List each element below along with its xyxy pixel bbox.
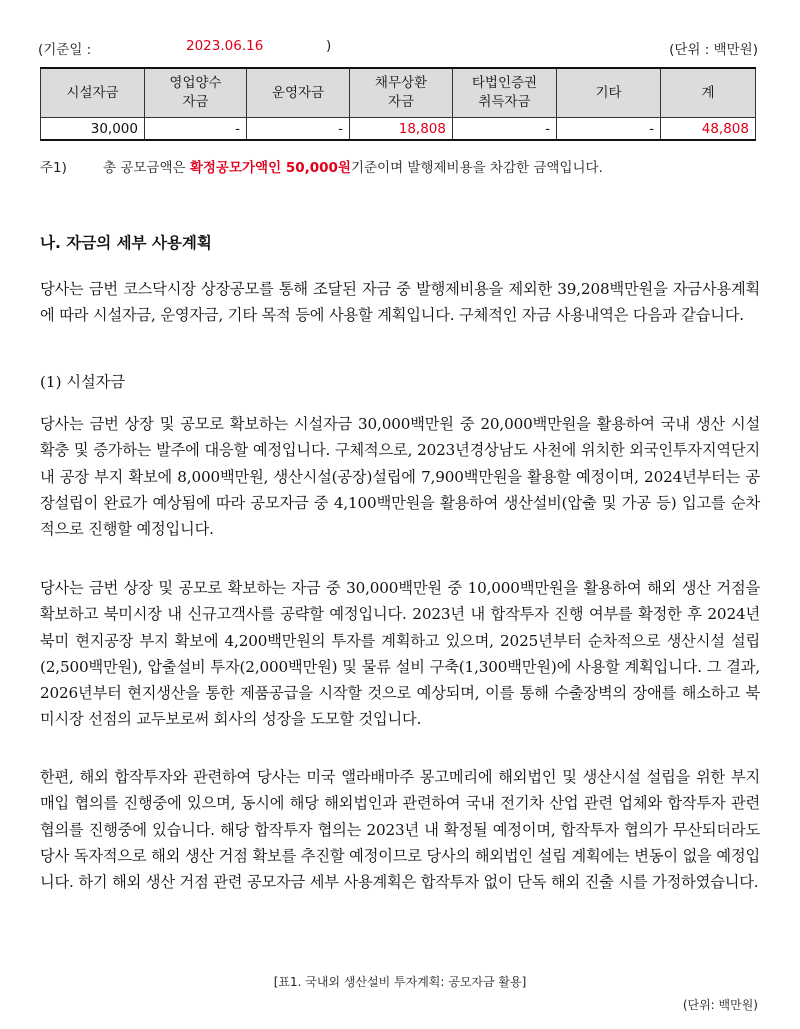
base-date-label: (기준일 : — [38, 42, 92, 58]
col-header-debt-repayment-text: 채무상환 자금 — [374, 75, 428, 110]
table-header — [41, 68, 756, 118]
cell-total: 48,808 — [661, 118, 756, 141]
table-header-row — [38, 38, 760, 58]
paragraph-domestic: 당사는 금번 상장 및 공모로 확보하는 시설자금 30,000백만원 중 20,000백만원을 활용하여 국내 생산 시설 확충 및 증가하는 발주에 대응할 예정입니다. 구체적으로, 2023년경상남도 사천에 위치한 외국인투자지역단지 내 공장 부지 확보에 8,000백만원, 생산시설(공장)설립에 7,900백만원을 활용할 예정이며, 2024년부터는 공장설립이 완료가 예상됨에 따라 공모자금 중 4,100백만원을 활용하여 생산설비(압출 및 가공 등) 입고를 순차적으로 진행할 예정입니다. — [40, 415, 760, 539]
paragraph-overseas: 당사는 금번 상장 및 공모로 확보하는 자금 중 30,000백만원 중 10,000백만원을 활용하여 해외 생산 거점을 확보하고 북미시장 내 신규고객사를 공략할 예정입니다. 2023년 내 합작투자 진행 여부를 확정한 후 2024년 북미 현지공장 부지 확보에 4,200백만원의 투자를 계획하고 있으며, 2025년부터 순차적으로 생산시설 설립(2,500백만원), 압출설비 투자(2,000백만원) 및 물류 설비 구축(1,300백만원)에 사용할 계획입니다. 그 결과, 2026년부터 현지생산을 통한 제품공급을 시작할 것으로 예상되며, 이를 통해 수출장벽의 장애를 해소하고 북미시장 선점의 교두보로써 회사의 성장을 도모할 것입니다. — [40, 579, 760, 729]
footnote-text-after: 기준이며 발행제비용을 차감한 금액입니다. — [350, 160, 603, 176]
cell-other: - — [557, 118, 661, 141]
unit-label-bottom: (단위: 백만원) — [682, 998, 758, 1012]
fund-usage-table — [40, 67, 756, 141]
col-header-business-acquisition — [145, 68, 247, 118]
sub-title-facility: (1) 시설자금 — [40, 373, 126, 391]
cell-securities: - — [453, 118, 557, 141]
table-caption: [표1. 국내외 생산설비 투자계획: 공모자금 활용] — [273, 975, 527, 989]
paragraph-joint-venture: 한편, 해외 합작투자와 관련하여 당사는 미국 앨라배마주 몽고메리에 해외법인 및 생산시설 설립을 위한 부지 매입 협의를 진행중에 있으며, 동시에 해당 해외법인과 관련하여 국내 전기차 산업 관련 업체와 합작투자 관련 협의를 진행중에 있습니다. 해당 합작투자 협의는 2023년 내 확정될 예정이며, 합작투자 협의가 무산되더라도 당사 독자적으로 해외 생산 거점 확보를 추진할 예정이므로 당사의 해외법인 설립 계획에는 변동이 없을 예정입니다. 하기 해외 생산 거점 관련 공모자금 세부 사용계획은 합작투자 없이 단독 해외 진출 시를 가정하였습니다. — [40, 768, 760, 892]
base-date-value: 2023.06.16 — [186, 38, 264, 54]
footnote-marker: 주1) — [40, 160, 67, 176]
col-header-other: 기타 — [557, 68, 661, 118]
col-header-securities — [453, 68, 557, 118]
cell-operating: - — [247, 118, 350, 141]
section-title: 나. 자금의 세부 사용계획 — [40, 234, 212, 252]
cell-business-acquisition: - — [145, 118, 247, 141]
table-row — [41, 118, 756, 141]
col-header-operating: 운영자금 — [247, 68, 350, 118]
col-header-total: 계 — [661, 68, 756, 118]
col-header-business-acquisition-text: 영업양수 자금 — [169, 75, 222, 110]
unit-label: (단위 : 백만원) — [669, 42, 758, 58]
footnote-text-before: 총 공모금액은 — [103, 160, 190, 176]
col-header-securities-text: 타법인증권 취득자금 — [471, 75, 538, 110]
intro-paragraph: 당사는 금번 코스닥시장 상장공모를 통해 조달된 자금 중 발행제비용을 제외한 39,208백만원을 자금사용계획에 따라 시설자금, 운영자금, 기타 목적 등에 사용할 계획입니다. 구체적인 자금 사용내역은 다음과 같습니다. — [40, 280, 760, 325]
col-header-facility: 시설자금 — [41, 68, 145, 118]
footnote-text — [103, 156, 603, 176]
base-date-close: ) — [326, 38, 332, 54]
cell-facility: 30,000 — [41, 118, 145, 141]
cell-debt-repayment: 18,808 — [350, 118, 453, 141]
footnote-highlight: 확정공모가액인 50,000원 — [189, 160, 351, 176]
col-header-debt-repayment — [350, 68, 453, 118]
